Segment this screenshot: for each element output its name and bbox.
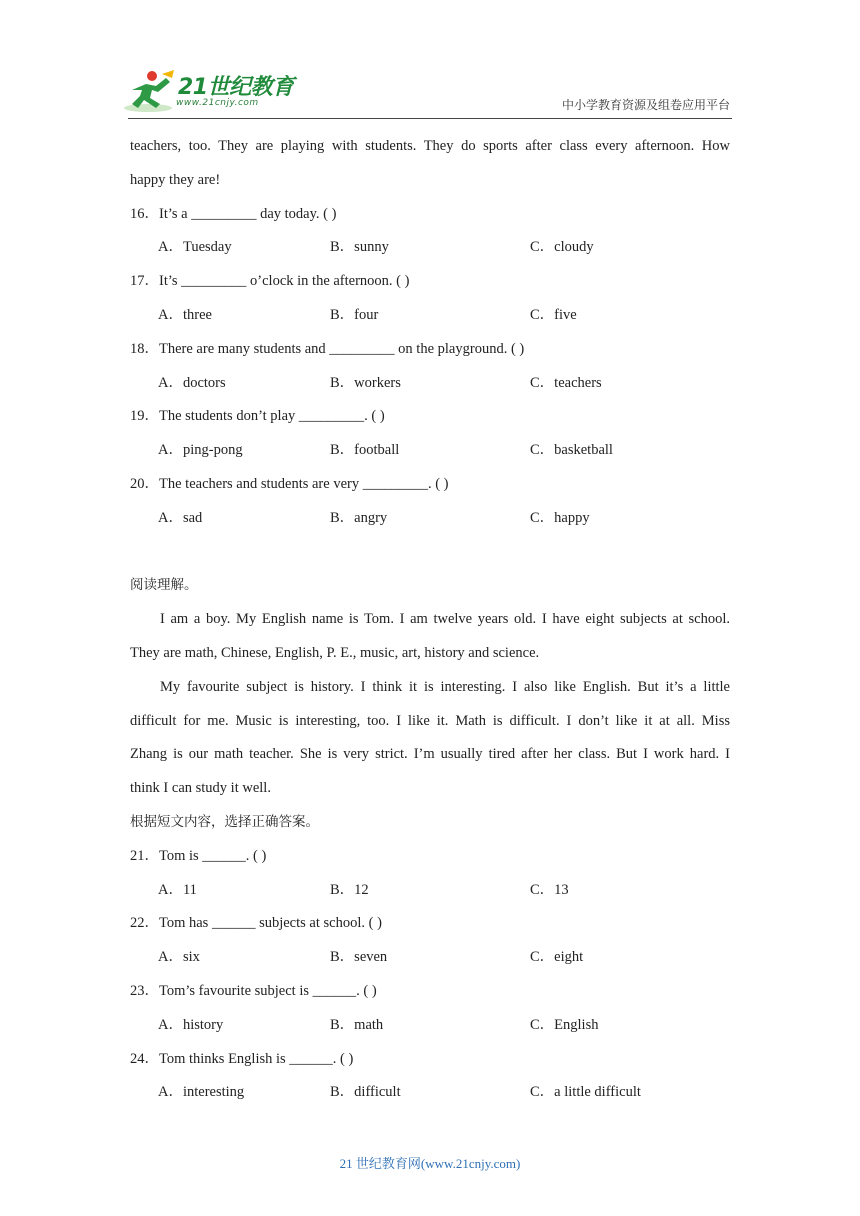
- option-row: [130, 874, 730, 908]
- header-tagline: 中小学教育资源及组卷应用平台: [561, 98, 730, 112]
- question-item: [130, 400, 730, 468]
- reading-passage: [130, 603, 730, 806]
- site-logo: [122, 68, 292, 116]
- option-row: [130, 367, 730, 401]
- runner-logo-icon: [122, 68, 178, 116]
- passage-line: They are math, Chinese, English, P. E., music, art, history and science.: [130, 644, 540, 661]
- question-item: [130, 265, 730, 333]
- option-a[interactable]: A．interesting: [158, 1084, 245, 1101]
- question-item: [130, 333, 730, 401]
- option-c[interactable]: C．eight: [530, 949, 584, 966]
- option-b[interactable]: B．math: [330, 1016, 384, 1033]
- section-spacer: [130, 536, 730, 570]
- option-b[interactable]: B．sunny: [330, 239, 389, 256]
- question-stem: 23．Tom’s favourite subject is ______. ( ): [130, 982, 377, 999]
- section-instruction: 根据短文内容，选择正确答案。: [130, 813, 319, 830]
- question-item: [130, 468, 730, 536]
- option-row: [130, 434, 730, 468]
- option-c[interactable]: C．cloudy: [530, 239, 594, 256]
- option-a[interactable]: A．sad: [158, 509, 203, 526]
- option-row: [130, 1009, 730, 1043]
- option-c[interactable]: C．a little difficult: [530, 1084, 641, 1101]
- question-stem: 16．It’s a _________ day today. ( ): [130, 205, 337, 222]
- option-b[interactable]: B．football: [330, 442, 400, 459]
- option-a[interactable]: A．Tuesday: [158, 239, 232, 256]
- question-stem: 19．The students don’t play _________. ( ): [130, 408, 385, 425]
- question-stem: 22．Tom has ______ subjects at school. ( ): [130, 915, 382, 932]
- question-item: [130, 907, 730, 975]
- question-stem: 18．There are many students and _________ on the playground. ( ): [130, 340, 525, 357]
- option-b[interactable]: B．workers: [330, 374, 401, 391]
- option-c[interactable]: C．five: [530, 306, 577, 323]
- passage-line: Zhang is our math teacher. She is very strict. I’m usually tired after her class. But I work hard. I: [130, 746, 730, 763]
- option-b[interactable]: B．12: [330, 881, 369, 898]
- question-item: [130, 975, 730, 1043]
- passage-line: difficult for me. Music is interesting, too. I like it. Math is difficult. I don’t like it at all. Miss: [130, 712, 730, 729]
- question-stem: 17．It’s _________ o’clock in the afternoon. ( ): [130, 273, 410, 290]
- section-heading: 阅读理解。: [130, 577, 198, 594]
- page-header: [0, 0, 860, 125]
- logo-url: www.21cnjy.com: [176, 98, 259, 108]
- passage-line: think I can study it well.: [130, 780, 271, 797]
- option-b[interactable]: B．four: [330, 306, 379, 323]
- question-item: [130, 198, 730, 266]
- option-a[interactable]: A．six: [158, 949, 200, 966]
- logo-text: 21世纪教育: [178, 75, 294, 100]
- option-b[interactable]: B．seven: [330, 949, 388, 966]
- passage-line: I am a boy. My English name is Tom. I am twelve years old. I have eight subjects at school.: [160, 611, 730, 628]
- option-row: [130, 231, 730, 265]
- option-row: [130, 941, 730, 975]
- question-stem: 21．Tom is ______. ( ): [130, 847, 267, 864]
- option-row: [130, 299, 730, 333]
- question-stem: 20．The teachers and students are very _________. ( ): [130, 475, 449, 492]
- question-item: [130, 1043, 730, 1111]
- header-divider: [128, 118, 732, 119]
- option-c[interactable]: C．13: [530, 881, 569, 898]
- passage-line: happy they are!: [130, 171, 221, 188]
- passage-line: My favourite subject is history. I think it is interesting. I also like English. But it’s a little: [160, 678, 730, 695]
- question-stem: 24．Tom thinks English is ______. ( ): [130, 1050, 354, 1067]
- option-a[interactable]: A．three: [158, 306, 212, 323]
- question-item: [130, 840, 730, 908]
- option-c[interactable]: C．teachers: [530, 374, 602, 391]
- option-row: [130, 1076, 730, 1110]
- option-a[interactable]: A．doctors: [158, 374, 226, 391]
- option-c[interactable]: C．happy: [530, 509, 590, 526]
- option-row: [130, 502, 730, 536]
- option-a[interactable]: A．ping-pong: [158, 442, 243, 459]
- option-a[interactable]: A．11: [158, 881, 197, 898]
- option-c[interactable]: C．English: [530, 1016, 599, 1033]
- page-footer[interactable]: 21 世纪教育网(www.21cnjy.com): [339, 1156, 521, 1171]
- option-b[interactable]: B．difficult: [330, 1084, 401, 1101]
- option-b[interactable]: B．angry: [330, 509, 388, 526]
- option-c[interactable]: C．basketball: [530, 442, 613, 459]
- option-a[interactable]: A．history: [158, 1016, 224, 1033]
- document-body: [130, 130, 730, 1110]
- passage-line: teachers, too. They are playing with students. They do sports after class every afternoon. How: [130, 138, 730, 154]
